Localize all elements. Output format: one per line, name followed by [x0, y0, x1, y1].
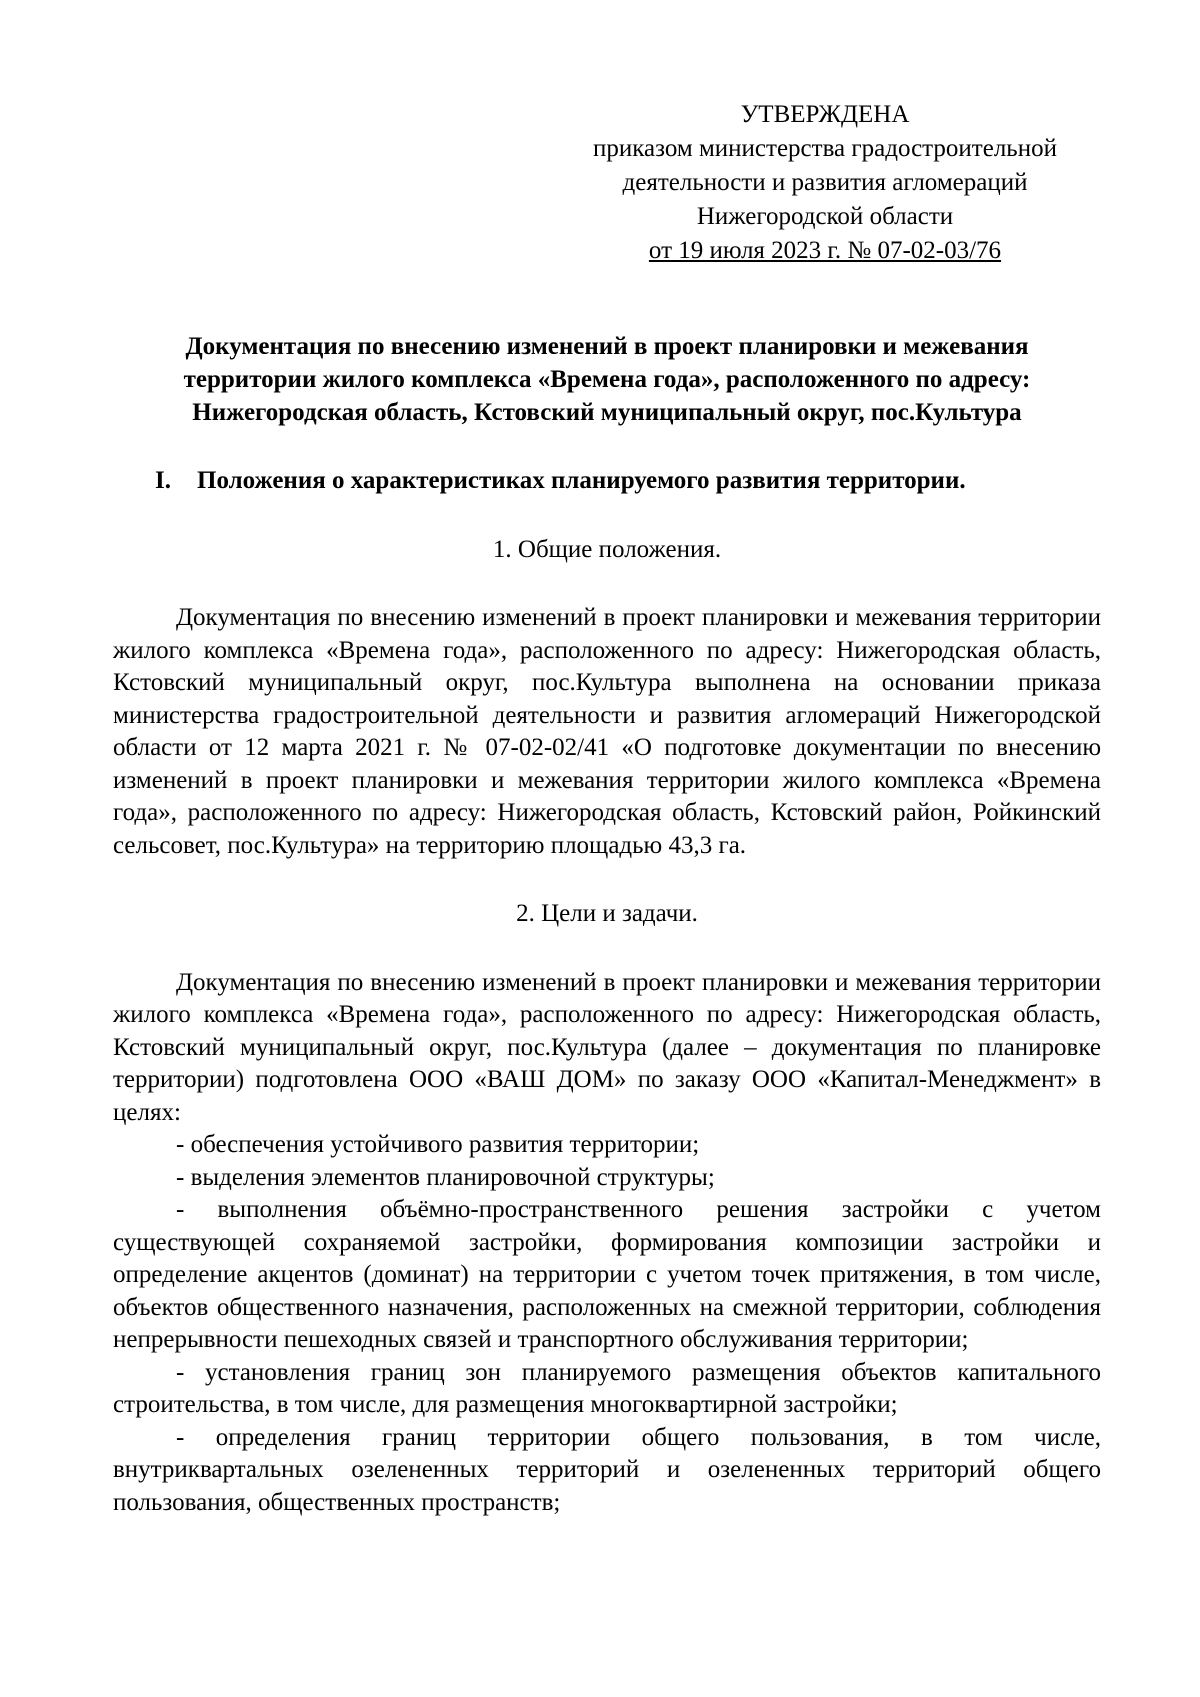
subsection-heading-goals: 2. Цели и задачи.: [516, 900, 698, 927]
document-title-line-1: Документация по внесению изменений в проект планировки и межевания: [185, 333, 1029, 360]
approval-region-line: Нижегородской области: [696, 203, 954, 230]
subsection-heading-general: 1. Общие положения.: [492, 535, 722, 563]
approval-order-line: приказом министерства градостроительной: [593, 135, 1057, 162]
section-number: I.: [155, 467, 171, 494]
document-body: [113, 330, 1101, 1519]
section-heading: [113, 465, 1101, 498]
approval-status: УТВЕРЖДЕНА: [740, 101, 910, 128]
document-title: [113, 330, 1101, 429]
goal-list-item: - выделения элементов планировочной структуры;: [176, 1163, 715, 1191]
approval-ministry-line: деятельности и развития агломераций: [622, 169, 1028, 196]
document-title-line-3: Нижегородская область, Кстовский муниципальный округ, пос.Культура: [192, 399, 1022, 426]
approval-block: [560, 98, 1090, 268]
goals-paragraph: Документация по внесению изменений в проект планировки и межевания территории жилого комплекса «Времена года», расположенного по адресу: Нижегородская область, Кстовский муниципальный округ, пос.Культура (далее – документация по планировке территории) подготовлена ООО «ВАШ ДОМ» по заказу ООО «Капитал-Менеджмент» в целях:: [113, 968, 1101, 1126]
goal-list-item: - обеспечения устойчивого развития территории;: [176, 1131, 700, 1158]
goal-list-item: - определения границ территории общего пользования, в том числе, внутриквартальных озелененных территорий и озелененных территорий общего пользования, общественных пространств;: [113, 1423, 1101, 1516]
section-title: Положения о характеристиках планируемого развития территории.: [197, 467, 966, 494]
general-provisions-paragraph: Документация по внесению изменений в проект планировки и межевания территории жилого комплекса «Времена года», расположенного по адресу: Нижегородская область, Кстовский муниципальный округ, пос.Культура выполнена на основании приказа министерства градостроительной деятельности и развития агломераций Нижегородской области от 12 марта 2021 г. № 07-02-02/41 «О подготовке документации по внесению изменений в проект планировки и межевания территории жилого комплекса «Времена года», расположенного по адресу: Нижегородская область, Кстовский район, Ройкинский сельсовет, пос.Культура» на территорию площадью 43,3 га.: [113, 604, 1101, 859]
approval-date-number: от 19 июля 2023 г. № 07-02-03/76: [648, 237, 1002, 264]
goal-list-item: - выполнения объёмно-пространственного решения застройки с учетом существующей сохраняемой застройки, формирования композиции застройки и определение акцентов (доминат) на территории с учетом точек притяжения, в том числе, объектов общественного назначения, расположенных на смежной территории, соблюдения непрерывности пешеходных связей и транспортного обслуживания территории;: [113, 1196, 1101, 1353]
document-title-line-2: территории жилого комплекса «Времена года», расположенного по адресу:: [183, 366, 1031, 393]
goal-list-item: - установления границ зон планируемого размещения объектов капитального строительства, в том числе, для размещения многоквартирной застройки;: [113, 1358, 1101, 1418]
